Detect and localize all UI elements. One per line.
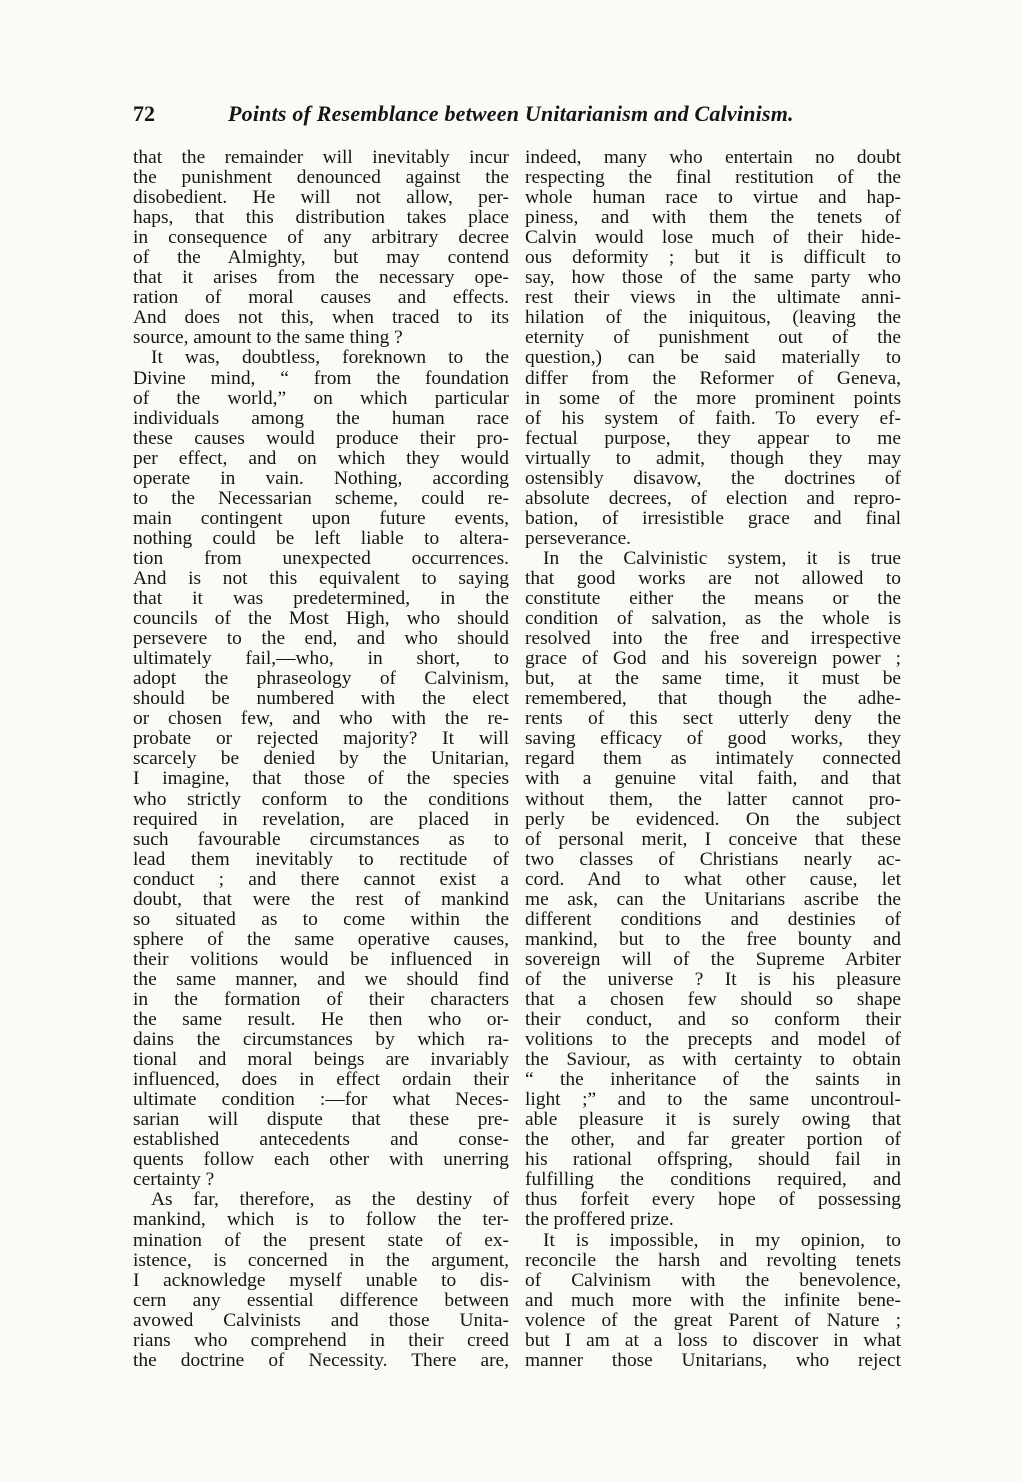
text-line: ultimately fail,—who, in short, to [133,648,509,670]
text-line: in the formation of their characters [133,988,509,1010]
text-line: regard them as intimately connected [525,748,901,770]
text-line: And is not this equivalent to saying [133,567,509,589]
text-line: question,) can be said materially to [525,347,901,369]
text-line: I acknowledge myself unable to dis- [133,1269,509,1291]
text-line: the same result. He then who or- [133,1009,509,1031]
text-line: resolved into the free and irrespective [525,628,901,650]
text-line: avowed Calvinists and those Unita- [133,1309,509,1331]
text-line: me ask, can the Unitarians ascribe the [525,888,901,910]
text-line: scarcely be denied by the Unitarian, [133,748,509,770]
text-line: of the Almighty, but may contend [133,247,509,269]
text-line: indeed, many who entertain no doubt [525,147,901,168]
text-line: constitute either the means or the [525,588,901,610]
text-line: but, at the same time, it must be [525,668,901,690]
text-line: rest their views in the ultimate anni- [525,287,901,309]
text-line: the punishment denounced against the [133,167,509,189]
text-line: And does not this, when traced to its [133,307,509,329]
text-line: tional and moral beings are invariably [133,1049,509,1071]
text-line: conduct ; and there cannot exist a [133,868,509,890]
text-line: of Calvinism with the benevolence, [525,1269,901,1291]
text-line: different conditions and destinies of [525,908,901,930]
text-line: mankind, but to the free bounty and [525,928,901,950]
text-line: probate or rejected majority? It will [133,728,509,750]
text-line: condition of salvation, as the whole is [525,608,901,630]
text-line: absolute decrees, of election and repro- [525,487,901,509]
text-line: bation, of irresistible grace and final [525,507,901,529]
text-line: that the remainder will inevitably incur [133,147,509,168]
text-line: mankind, which is to follow the ter- [133,1209,509,1231]
text-line: piness, and with them the tenets of [525,207,901,229]
text-line: differ from the Reformer of Geneva, [525,367,901,389]
left-column [133,148,509,1371]
text-line: lead them inevitably to rectitude of [133,848,509,870]
text-line: that a chosen few should so shape [525,988,901,1010]
right-column [525,148,901,1371]
text-line: quents follow each other with unerring [133,1149,509,1171]
text-line: of his system of faith. To every ef- [525,407,901,429]
text-line: perseverance. [525,527,632,549]
text-line: sphere of the same operative causes, [133,928,509,950]
text-line: such favourable circumstances as to [133,828,509,850]
text-line: individuals among the human race [133,407,509,429]
text-line: in consequence of any arbitrary decree [133,227,509,249]
text-line: ous deformity ; but it is difficult to [525,247,901,269]
text-line: influenced, does in effect ordain their [133,1069,509,1091]
text-line: without them, the latter cannot pro- [525,788,901,810]
text-line: adopt the phraseology of Calvinism, [133,668,509,690]
text-line: hilation of the iniquitous, (leaving the [525,307,901,329]
text-line: the same manner, and we should find [133,968,509,990]
text-line: istence, is concerned in the argument, [133,1249,509,1271]
text-line: nothing could be left liable to altera- [133,527,509,549]
text-line: with a genuine vital faith, and that [525,768,901,790]
text-line: sarian will dispute that these pre- [133,1109,509,1131]
text-line: manner those Unitarians, who reject [525,1349,901,1371]
text-line: remembered, that though the adhe- [525,688,901,710]
text-line: the Saviour, as with certainty to obtain [525,1049,901,1071]
text-line: haps, that this distribution takes place [133,207,509,229]
text-line: main contingent upon future events, [133,507,509,529]
text-line: cern any essential difference between [133,1289,509,1311]
text-line: eternity of punishment out of the [525,327,901,349]
text-line: ultimate condition :—for what Neces- [133,1089,509,1111]
text-line: of personal merit, I conceive that these [525,828,901,850]
text-line: volitions to the precepts and model of [525,1029,901,1051]
text-line: reconcile the harsh and revolting tenets [525,1249,901,1271]
text-line: volence of the great Parent of Nature ; [525,1309,901,1331]
text-line: of the universe ? It is his pleasure [525,968,901,990]
text-line: light ;” and to the same uncontroul- [525,1089,901,1111]
text-line: or chosen few, and who with the re- [133,708,509,730]
text-line: required in revelation, are placed in [133,808,509,830]
text-line: established antecedents and conse- [133,1129,509,1151]
text-line: in some of the more prominent points [525,387,901,409]
text-line: who strictly conform to the conditions [133,788,509,810]
text-line: that it was predetermined, in the [133,588,509,610]
text-line: ostensibly disavow, the doctrines of [525,467,901,489]
text-line: and much more with the infinite bene- [525,1289,901,1311]
text-line: It is impossible, in my opinion, to [543,1229,901,1251]
text-line: rians who comprehend in their creed [133,1329,509,1351]
text-line: cord. And to what other cause, let [525,868,901,890]
text-line: Calvin would lose much of their hide- [525,227,901,249]
text-line: source, amount to the same thing ? [133,327,403,349]
text-line: rents of this sect utterly deny the [525,708,901,730]
text-line: the doctrine of Necessity. There are, [133,1349,509,1371]
text-line: virtually to admit, though they may [525,447,901,469]
text-line: disobedient. He will not allow, per- [133,187,509,209]
text-line: say, how those of the same party who [525,267,901,289]
text-line: saving efficacy of good works, they [525,728,901,750]
page-number: 72 [133,101,155,126]
text-line: his rational offspring, should fail in [525,1149,901,1171]
text-line: of the world,” on which particular [133,387,509,409]
text-line: fulfilling the conditions required, and [525,1169,901,1191]
text-line: mination of the present state of ex- [133,1229,509,1251]
text-line: “ the inheritance of the saints in [525,1069,901,1091]
text-line: Divine mind, “ from the foundation [133,367,509,389]
text-line: As far, therefore, as the destiny of [151,1189,509,1211]
text-line: tion from unexpected occurrences. [133,547,509,569]
text-line: thus forfeit every hope of possessing [525,1189,901,1211]
text-line: whole human race to virtue and hap- [525,187,901,209]
text-line: their conduct, and so conform their [525,1009,901,1031]
text-line: the other, and far greater portion of [525,1129,901,1151]
text-line: per effect, and on which they would [133,447,509,469]
text-line: councils of the Most High, who should [133,608,509,630]
text-line: should be numbered with the elect [133,688,509,710]
text-line: It was, doubtless, foreknown to the [151,347,509,369]
text-line: that good works are not allowed to [525,567,901,589]
text-line: I imagine, that those of the species [133,768,509,790]
text-line: able pleasure it is surely owing that [525,1109,901,1131]
text-line: the proffered prize. [525,1209,674,1231]
text-line: perly be evidenced. On the subject [525,808,901,830]
text-line: grace of God and his sovereign power ; [525,648,901,670]
text-line: ration of moral causes and effects. [133,287,509,309]
running-title: Points of Resemblance between Unitarianism and Calvinism. [228,101,794,126]
text-line: two classes of Christians nearly ac- [525,848,901,870]
text-line: dains the circumstances by which ra- [133,1029,509,1051]
text-line: persevere to the end, and who should [133,628,509,650]
text-line: fectual purpose, they appear to me [525,427,901,449]
text-line: so situated as to come within the [133,908,509,930]
running-head [133,101,893,141]
text-line: their volitions would be influenced in [133,948,509,970]
text-line: that it arises from the necessary ope- [133,267,509,289]
text-line: to the Necessarian scheme, could re- [133,487,509,509]
text-line: operate in vain. Nothing, according [133,467,509,489]
text-line: certainty ? [133,1169,215,1191]
text-line: sovereign will of the Supreme Arbiter [525,948,901,970]
text-line: doubt, that were the rest of mankind [133,888,509,910]
text-line: these causes would produce their pro- [133,427,509,449]
text-line: respecting the final restitution of the [525,167,901,189]
text-line: In the Calvinistic system, it is true [543,547,901,569]
text-line: but I am at a loss to discover in what [525,1329,901,1351]
